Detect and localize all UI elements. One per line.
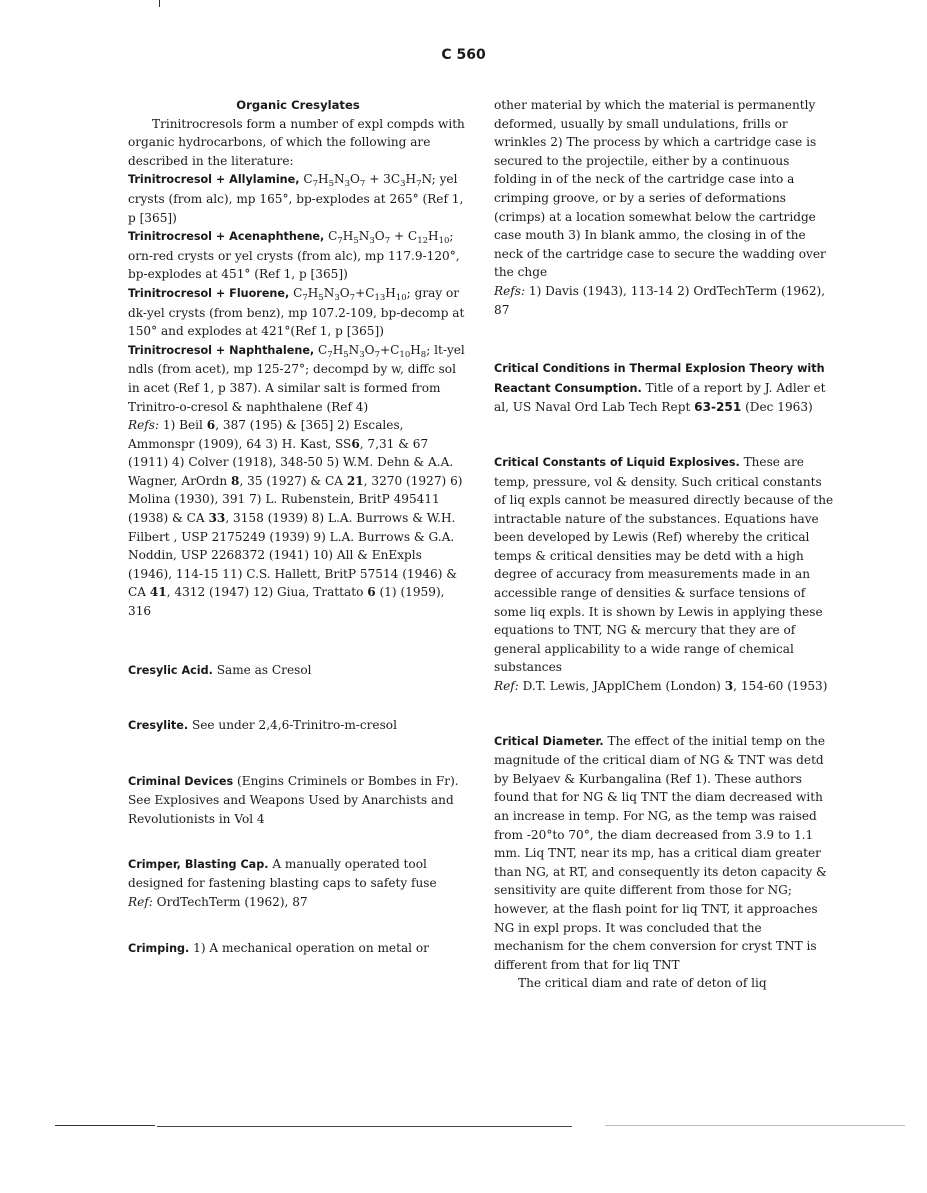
compound-entry-allylamine: Trinitrocresol + Allylamine, $C_7H_5N_3O_7 + 3C_3H_7N$; yel crysts (from alc), mp 165°, bp-explodes at 265° (Ref 1, p [365])	[128, 172, 464, 225]
intro-paragraph: Trinitrocresols form a number of expl compds with organic hydrocarbons, of which the following are described in the literature:	[128, 116, 465, 168]
right-column	[494, 96, 834, 993]
critical-diameter-continued: The critical diam and rate of deton of liq	[518, 976, 767, 991]
references-block: Refs: 1) Beil 6, 387 (195) & [365] 2) Escales, Ammonspr (1909), 64 3) H. Kast, SS6, 7,31 & 67 (1911) 4) Colver (1918), 348-50 5) W.M. Dehn & A.A. Wagner, ArOrdn 8, 35 (1927) & CA 21, 3270 (1927) 6) Molina (1930), 391 7) L. Rubenstein, BritP 495411 (1938) & CA 33, 3158 (1939) 8) L.A. Burrows & W.H. Filbert , USP 2175249 (1939) 9) L.A. Burrows & G.A. Noddin, USP 2268372 (1941) 10) All & EnExpls (1946), 114-15 11) C.S. Hallett, BritP 57514 (1946) & CA 41, 4312 (1947) 12) Giua, Trattato 6 (1) (1959), 316	[128, 418, 463, 619]
compound-entry-naphthalene: Trinitrocresol + Naphthalene, $C_7H_5N_3O_7+C_{10}H_8$; lt-yel ndls (from acet), mp 125-27°; decompd by w, diffc sol in acet (Ref 1, p 387). A similar salt is formed from Trinitro-o-cresol & naphthalene (Ref 4)	[128, 342, 465, 414]
entry-crimper: Crimper, Blasting Cap. A manually operated tool designed for fastening blasting caps to safety fuse	[128, 856, 437, 891]
compound-entry-fluorene: Trinitrocresol + Fluorene, $C_7H_5N_3O_7+C_{13}H_{10}$; gray or dk-yel crysts (from benz), mp 107.2-109, bp-decomp at 150° and explodes at 421°(Ref 1, p [365])	[128, 285, 465, 339]
section-title-text: Organic Cresylates	[236, 98, 360, 112]
footer-rule-left	[55, 1125, 155, 1126]
footer-rule-center	[157, 1126, 572, 1127]
entry-critical-diameter: Critical Diameter. The effect of the initial temp on the magnitude of the critical diam of NG & TNT was detd by Belyaev & Kurbangalina (Ref 1). These authors found that for NG & liq TNT the diam decreased with an increase in temp. For NG, as the temp was raised from -20°to 70°, the diam decreased from 3.9 to 1.1 mm. Liq TNT, near its mp, has a critical diam greater than NG, at RT, and consequently its deton capacity & sensitivity are quite different from those for NG; however, at the flash point for liq TNT, it approaches NG in expl props. It was concluded that the mechanism for the chem conversion for cryst TNT is different from that for liq TNT	[494, 733, 827, 972]
crimping-continuation: other material by which the material is permanently deformed, usually by small undulations, frills or wrinkles 2) The process by which a cartridge case is secured to the projectile, either by a continuous folding in of the neck of the cartridge case into a crimping groove, or by a series of deformations (crimps) at a location somewhat below the cartridge case mouth 3) In blank ammo, the closing in of the neck of the cartridge case to secure the wadding over the chge	[494, 98, 826, 280]
critical-constants-ref: Ref: D.T. Lewis, JApplChem (London) 3, 154-60 (1953)	[494, 679, 828, 694]
entry-crimping: Crimping. 1) A mechanical operation on metal or	[128, 941, 429, 956]
entry-crimper-ref: Ref: OrdTechTerm (1962), 87	[128, 894, 308, 909]
page-header: C 560	[441, 47, 486, 63]
crimping-refs: Refs: 1) Davis (1943), 113-14 2) OrdTechTerm (1962), 87	[494, 283, 826, 317]
entry-critical-conditions: Critical Conditions in Thermal Explosion Theory with Reactant Consumption. Title of a report by J. Adler et al, US Naval Ord Lab Tech Rept 63-251 (Dec 1963)	[494, 362, 826, 415]
entry-cresylic-acid: Cresylic Acid. Same as Cresol	[128, 662, 312, 677]
entry-critical-constants: Critical Constants of Liquid Explosives. These are temp, pressure, vol & density. Such critical constants of liq expls cannot be measured directly because of the intractable nature of the substances. Equations have been developed by Lewis (Ref) whereby the critical temps & critical densities may be detd with a high degree of accuracy from measurements made in an accessible range of densities & surface tensions of some liq expls. It is shown by Lewis in applying these equations to TNT, NG & mercury that they are of general applicability to a wide range of chemical substances	[494, 454, 834, 675]
compound-entry-acenaphthene: Trinitrocresol + Acenaphthene, $C_7H_5N_3O_7 + C_{12}H_{10}$; orn-red crysts or yel crysts (from alc), mp 117.9-120°, bp-explodes at 451° (Ref 1, p [365])	[128, 229, 460, 282]
left-column	[128, 96, 468, 959]
footer-rule-right	[605, 1125, 905, 1126]
entry-criminal-devices: Criminal Devices (Engins Criminels or Bombes in Fr). See Explosives and Weapons Used by Anarchists and Revolutionists in Vol 4	[128, 773, 459, 826]
entry-cresylite: Cresylite. See under 2,4,6-Trinitro-m-cresol	[128, 718, 397, 733]
page-top-mark	[159, 0, 160, 7]
section-title	[128, 96, 468, 115]
